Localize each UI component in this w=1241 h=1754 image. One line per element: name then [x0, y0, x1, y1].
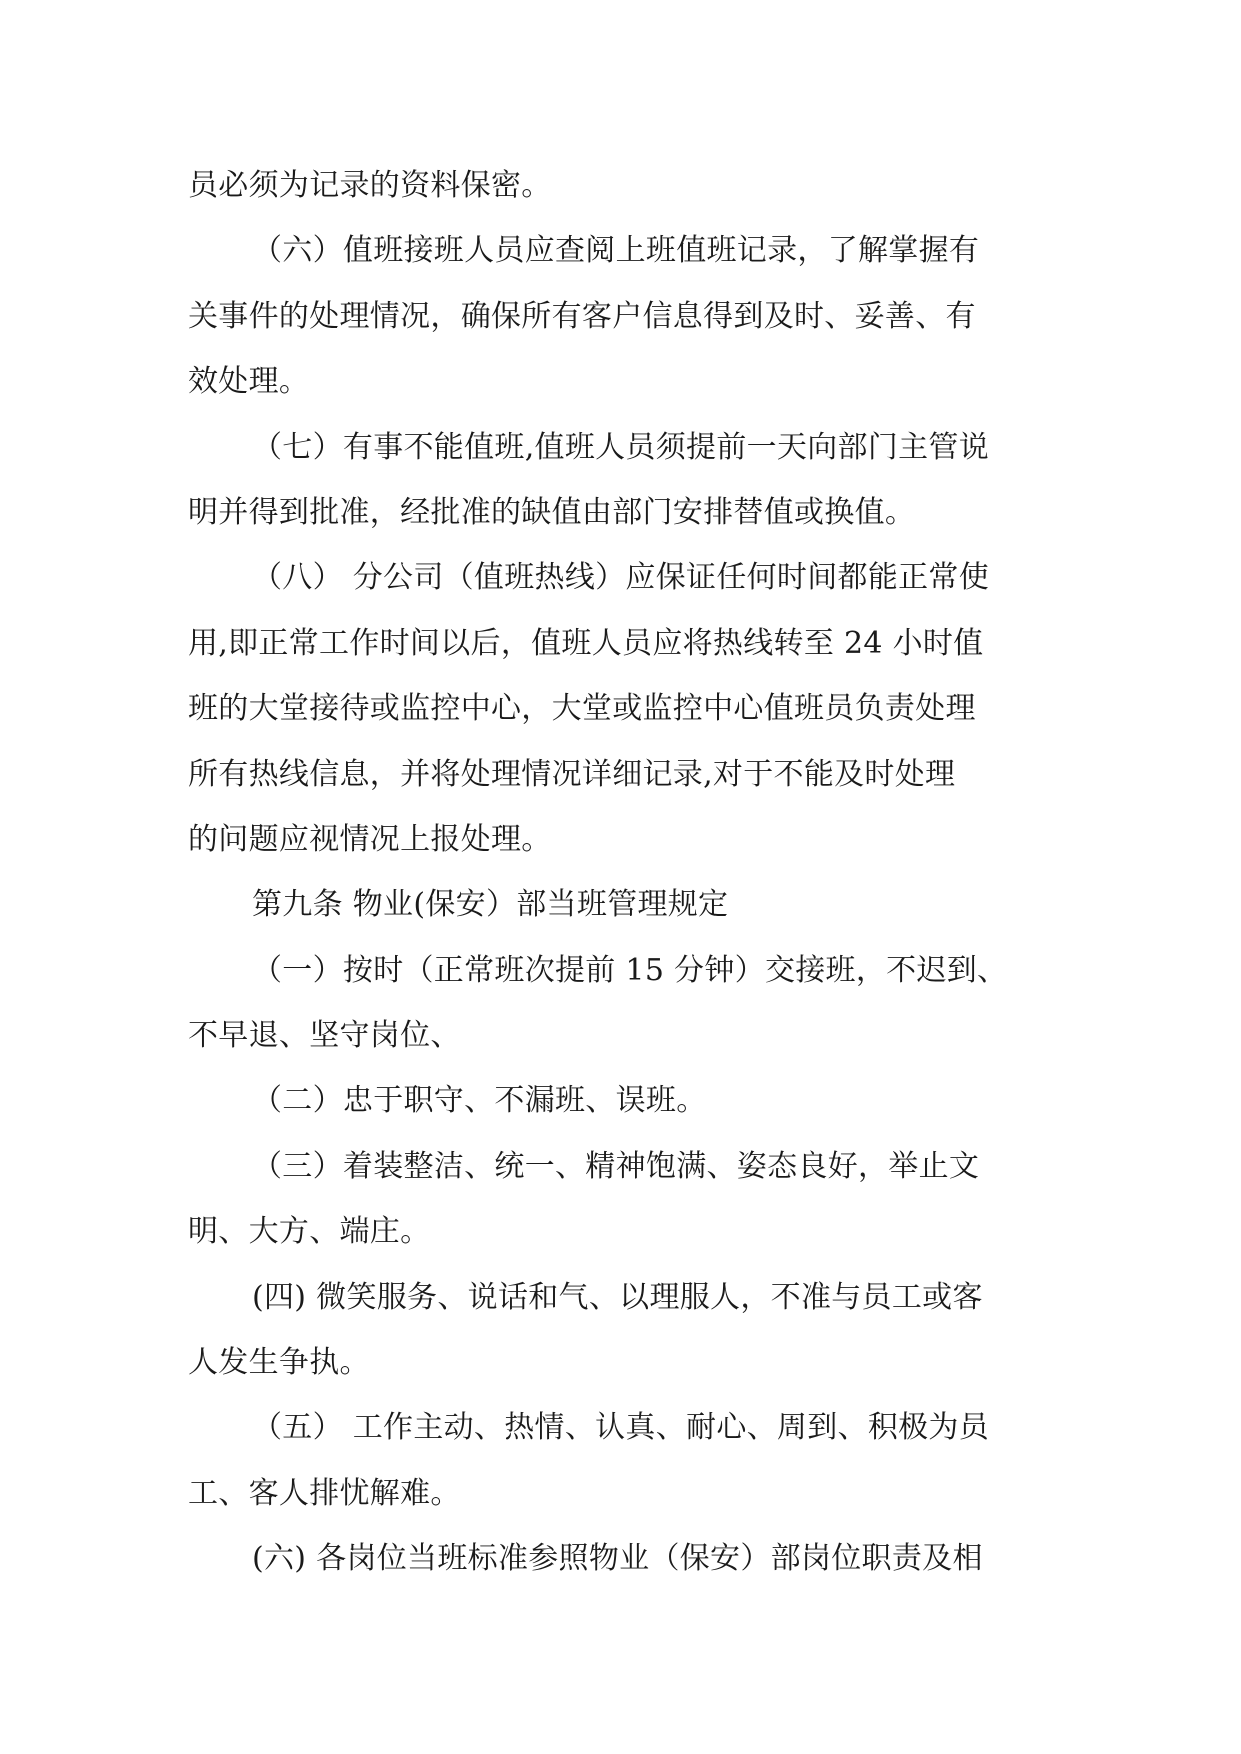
- text-line: 不早退、坚守岗位、: [188, 1018, 461, 1054]
- text-line: （三）着装整洁、统一、精神饱满、姿态良好，举止文: [252, 1148, 980, 1184]
- text-line: 效处理。: [188, 364, 310, 400]
- text-line: 所有热线信息，并将处理情况详细记录,对于不能及时处理: [188, 756, 956, 792]
- text-line: （一）按时（正常班次提前 15 分钟）交接班，不迟到、: [252, 952, 1008, 988]
- text-line: 明、大方、端庄。: [188, 1214, 431, 1250]
- text-line: 关事件的处理情况，确保所有客户信息得到及时、妥善、有: [188, 298, 976, 334]
- text-line: 工、客人排忧解难。: [188, 1475, 461, 1511]
- text-line: （二）忠于职守、不漏班、误班。: [252, 1083, 707, 1119]
- text-line: 人发生争执。: [188, 1345, 370, 1381]
- text-line: 班的大堂接待或监控中心，大堂或监控中心值班员负责处理: [188, 691, 976, 727]
- text-line: 员必须为记录的资料保密。: [188, 168, 552, 203]
- text-line: 用,即正常工作时间以后，值班人员应将热线转至 24 小时值: [188, 625, 984, 661]
- text-line: 的问题应视情况上报处理。: [188, 821, 552, 857]
- text-line: (六) 各岗位当班标准参照物业（保安）部岗位职责及相: [252, 1541, 983, 1577]
- document-body: [188, 153, 1058, 1592]
- text-line: （八） 分公司（值班热线）应保证任何时间都能正常使: [252, 560, 990, 596]
- text-line: （五） 工作主动、热情、认真、耐心、周到、积极为员: [252, 1410, 990, 1446]
- section-heading: 第九条 物业(保安）部当班管理规定: [252, 887, 729, 923]
- text-line: (四) 微笑服务、说话和气、以理服人，不准与员工或客: [252, 1279, 983, 1315]
- text-line: 明并得到批准，经批准的缺值由部门安排替值或换值。: [188, 494, 916, 530]
- text-line: （七）有事不能值班,值班人员须提前一天向部门主管说: [252, 429, 990, 465]
- text-line: （六）值班接班人员应查阅上班值班记录，了解掌握有: [252, 233, 980, 269]
